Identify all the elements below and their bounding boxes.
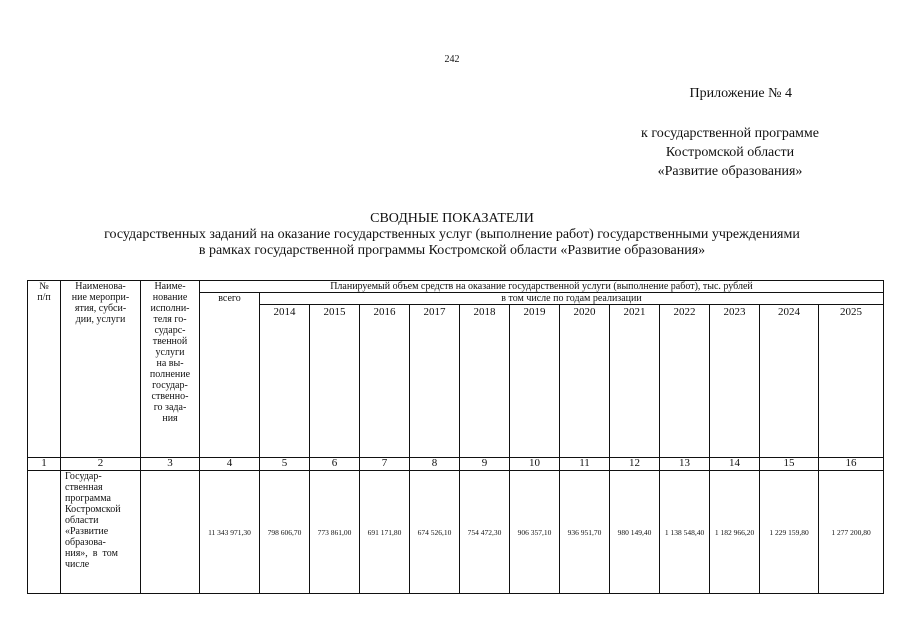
column-number: 5 bbox=[260, 458, 310, 471]
document-subtitle-line: государственных заданий на оказание государственных услуг (выполнение работ) государственными учреждениями bbox=[104, 227, 800, 242]
page-number: 242 bbox=[444, 54, 460, 65]
row-name-line: ния», в том bbox=[65, 548, 118, 559]
row-name-line: образова- bbox=[65, 537, 106, 548]
row-name-line: области bbox=[65, 515, 99, 526]
year-header: 2021 bbox=[610, 305, 660, 458]
header-line: Наименова- bbox=[75, 281, 126, 292]
header-line: твенной bbox=[152, 336, 188, 347]
header-line: ния bbox=[162, 413, 178, 424]
header-line: ственно- bbox=[151, 391, 189, 402]
year-header: 2019 bbox=[510, 305, 560, 458]
row-name-line: ственная bbox=[65, 482, 103, 493]
column-number: 14 bbox=[710, 458, 760, 471]
header-line: дии, услуги bbox=[75, 314, 126, 325]
column-number: 6 bbox=[310, 458, 360, 471]
row-year-value: 754 472,30 bbox=[460, 471, 510, 594]
row-name-line: Государ- bbox=[65, 471, 102, 482]
year-header: 2024 bbox=[760, 305, 819, 458]
year-header: 2017 bbox=[410, 305, 460, 458]
year-header: 2025 bbox=[819, 305, 884, 458]
header-number-line: п/п bbox=[37, 292, 51, 303]
column-number: 1 bbox=[28, 458, 61, 471]
year-header: 2018 bbox=[460, 305, 510, 458]
program-reference-line: Костромской области bbox=[665, 145, 795, 160]
document-title: СВОДНЫЕ ПОКАЗАТЕЛИ bbox=[370, 211, 534, 226]
header-executor bbox=[141, 281, 200, 458]
row-year-value: 1 277 200,80 bbox=[819, 471, 884, 594]
row-executor bbox=[141, 471, 200, 594]
row-year-value: 1 138 548,40 bbox=[660, 471, 710, 594]
row-name bbox=[61, 471, 141, 594]
program-reference-line: «Развитие образования» bbox=[657, 164, 803, 179]
row-name-line: «Развитие bbox=[65, 526, 109, 537]
header-line: ние меропри- bbox=[71, 292, 130, 303]
header-line: теля го- bbox=[153, 314, 187, 325]
row-year-value: 691 171,80 bbox=[360, 471, 410, 594]
program-reference-line: к государственной программе bbox=[641, 126, 819, 141]
header-by-year: в том числе по годам реализации bbox=[260, 293, 884, 305]
row-name-line: числе bbox=[65, 559, 90, 570]
header-line: сударс- bbox=[154, 325, 186, 336]
column-number: 16 bbox=[819, 458, 884, 471]
column-number: 3 bbox=[141, 458, 200, 471]
table-row bbox=[28, 471, 884, 594]
header-line: го зада- bbox=[153, 402, 187, 413]
row-year-value: 936 951,70 bbox=[560, 471, 610, 594]
header-total: всего bbox=[200, 293, 260, 458]
column-number: 13 bbox=[660, 458, 710, 471]
row-year-value: 980 149,40 bbox=[610, 471, 660, 594]
year-header: 2020 bbox=[560, 305, 610, 458]
column-number: 9 bbox=[460, 458, 510, 471]
row-year-value: 1 182 966,20 bbox=[710, 471, 760, 594]
row-total: 11 343 971,30 bbox=[200, 471, 260, 594]
row-name-line: программа bbox=[65, 493, 111, 504]
row-number bbox=[28, 471, 61, 594]
column-number: 2 bbox=[61, 458, 141, 471]
row-name-line: Костромской bbox=[65, 504, 121, 515]
year-header: 2016 bbox=[360, 305, 410, 458]
header-line: государ- bbox=[152, 380, 188, 391]
header-line: полнение bbox=[149, 369, 191, 380]
header-line: исполни- bbox=[150, 303, 190, 314]
header-line: услуги bbox=[155, 347, 185, 358]
program-reference bbox=[620, 124, 840, 181]
column-number: 7 bbox=[360, 458, 410, 471]
header-number-line: № bbox=[39, 281, 49, 292]
row-year-value: 906 357,10 bbox=[510, 471, 560, 594]
year-header: 2015 bbox=[310, 305, 360, 458]
appendix-label: Приложение № 4 bbox=[689, 86, 792, 101]
column-number: 10 bbox=[510, 458, 560, 471]
row-year-value: 674 526,10 bbox=[410, 471, 460, 594]
column-number: 12 bbox=[610, 458, 660, 471]
header-line: нование bbox=[152, 292, 188, 303]
year-header: 2023 bbox=[710, 305, 760, 458]
document-subtitle-line: в рамках государственной программы Костромской области «Развитие образования» bbox=[198, 243, 706, 258]
row-year-value: 798 606,70 bbox=[260, 471, 310, 594]
indicators-table bbox=[27, 280, 884, 594]
header-planned-volume: Планируемый объем средств на оказание государственной услуги (выполнение работ), тыс. рублей bbox=[200, 281, 884, 293]
column-number-row bbox=[28, 458, 884, 471]
column-number: 4 bbox=[200, 458, 260, 471]
header-number bbox=[28, 281, 61, 458]
row-year-value: 773 861,00 bbox=[310, 471, 360, 594]
header-measure-name bbox=[61, 281, 141, 458]
year-header: 2014 bbox=[260, 305, 310, 458]
document-title-block bbox=[0, 211, 904, 259]
header-line: Наиме- bbox=[154, 281, 186, 292]
header-line: на вы- bbox=[156, 358, 184, 369]
header-line: ятия, субси- bbox=[74, 303, 127, 314]
year-header: 2022 bbox=[660, 305, 710, 458]
row-year-value: 1 229 159,80 bbox=[760, 471, 819, 594]
column-number: 8 bbox=[410, 458, 460, 471]
column-number: 11 bbox=[560, 458, 610, 471]
column-number: 15 bbox=[760, 458, 819, 471]
